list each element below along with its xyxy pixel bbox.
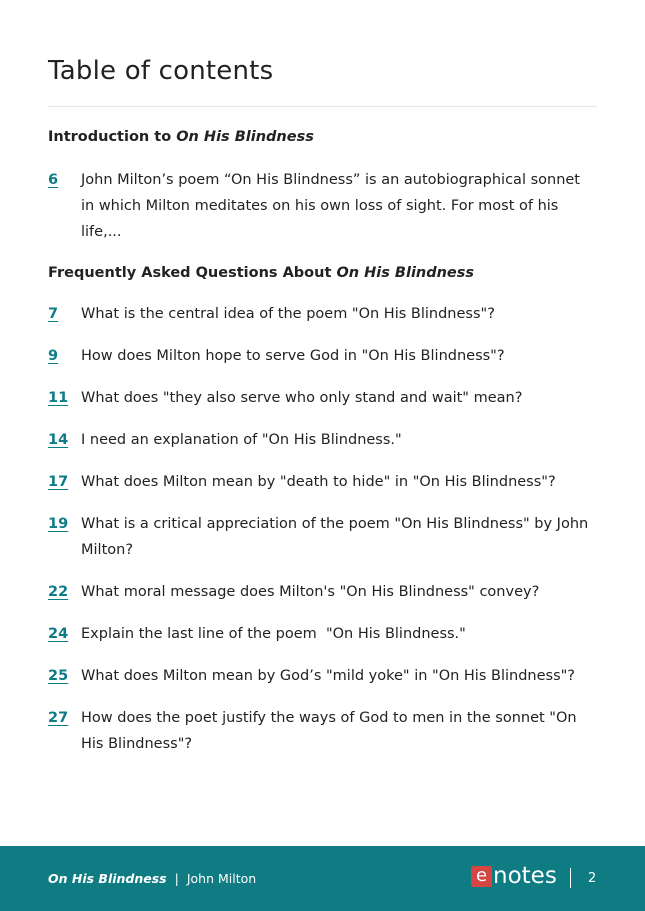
logo-wordmark: notes — [493, 863, 557, 889]
toc-entry[interactable] — [48, 343, 597, 369]
footer-book-title: On His Blindness — [48, 871, 167, 886]
section-heading-book-title: On His Blindness — [336, 265, 475, 281]
toc-entry[interactable] — [48, 663, 597, 689]
page-number: 2 — [588, 871, 597, 886]
toc-entry-text: What does Milton mean by God’s "mild yoke" in "On His Blindness"? — [81, 668, 575, 684]
enotes-logo — [471, 865, 557, 887]
page-footer — [0, 846, 645, 911]
toc-entry[interactable] — [48, 705, 597, 757]
toc-page-link[interactable]: 24 — [48, 626, 69, 642]
toc-entry-text: What does Milton mean by "death to hide" in "On His Blindness"? — [81, 474, 556, 490]
toc-entry[interactable] — [48, 301, 597, 327]
section-heading-book-title: On His Blindness — [176, 129, 314, 145]
toc-entry-text: What moral message does Milton's "On His Blindness" convey? — [81, 584, 540, 600]
toc-page-link[interactable]: 19 — [48, 516, 69, 532]
toc-page-link[interactable]: 22 — [48, 584, 69, 600]
toc-page-link[interactable]: 27 — [48, 710, 69, 726]
logo-e-mark: e — [471, 866, 492, 887]
toc-page-link[interactable]: 25 — [48, 668, 69, 684]
section-heading-faq — [48, 265, 474, 281]
toc-entry-text: John Milton’s poem “On His Blindness” is an autobiographical sonnet in which Milton meditates on his own loss of sight. For most of his life,... — [81, 172, 580, 240]
toc-entry[interactable] — [48, 511, 597, 563]
toc-entry-text: I need an explanation of "On His Blindness." — [81, 432, 402, 448]
toc-entry[interactable] — [48, 579, 597, 605]
footer-separator: | — [174, 871, 179, 886]
section-heading-prefix: Frequently Asked Questions About — [48, 265, 337, 281]
toc-entry[interactable] — [48, 427, 597, 453]
toc-entry[interactable] — [48, 167, 597, 245]
footer-divider — [570, 868, 571, 888]
toc-page-link[interactable]: 9 — [48, 348, 59, 364]
toc-page-link[interactable]: 7 — [48, 306, 59, 322]
toc-entry-text: How does Milton hope to serve God in "On His Blindness"? — [81, 348, 505, 364]
toc-entry-text: Explain the last line of the poem "On His Blindness." — [81, 626, 466, 642]
footer-author: John Milton — [186, 871, 257, 886]
toc-page-link[interactable]: 6 — [48, 172, 59, 188]
section-heading-introduction — [48, 129, 314, 145]
section-heading-prefix: Introduction to — [48, 129, 177, 145]
toc-entry-text: What does "they also serve who only stand and wait" mean? — [81, 390, 523, 406]
toc-entry-text: What is a critical appreciation of the poem "On His Blindness" by John Milton? — [81, 516, 589, 558]
toc-entry[interactable] — [48, 385, 597, 411]
toc-page-link[interactable]: 14 — [48, 432, 69, 448]
toc-entry[interactable] — [48, 621, 597, 647]
toc-entry[interactable] — [48, 469, 597, 495]
title-divider — [48, 106, 597, 107]
footer-book-info — [48, 871, 256, 886]
page-title: Table of contents — [48, 56, 274, 86]
toc-page-link[interactable]: 17 — [48, 474, 69, 490]
toc-entry-text: How does the poet justify the ways of God to men in the sonnet "On His Blindness"? — [81, 710, 577, 752]
toc-page-link[interactable]: 11 — [48, 390, 69, 406]
toc-entry-text: What is the central idea of the poem "On His Blindness"? — [81, 306, 495, 322]
